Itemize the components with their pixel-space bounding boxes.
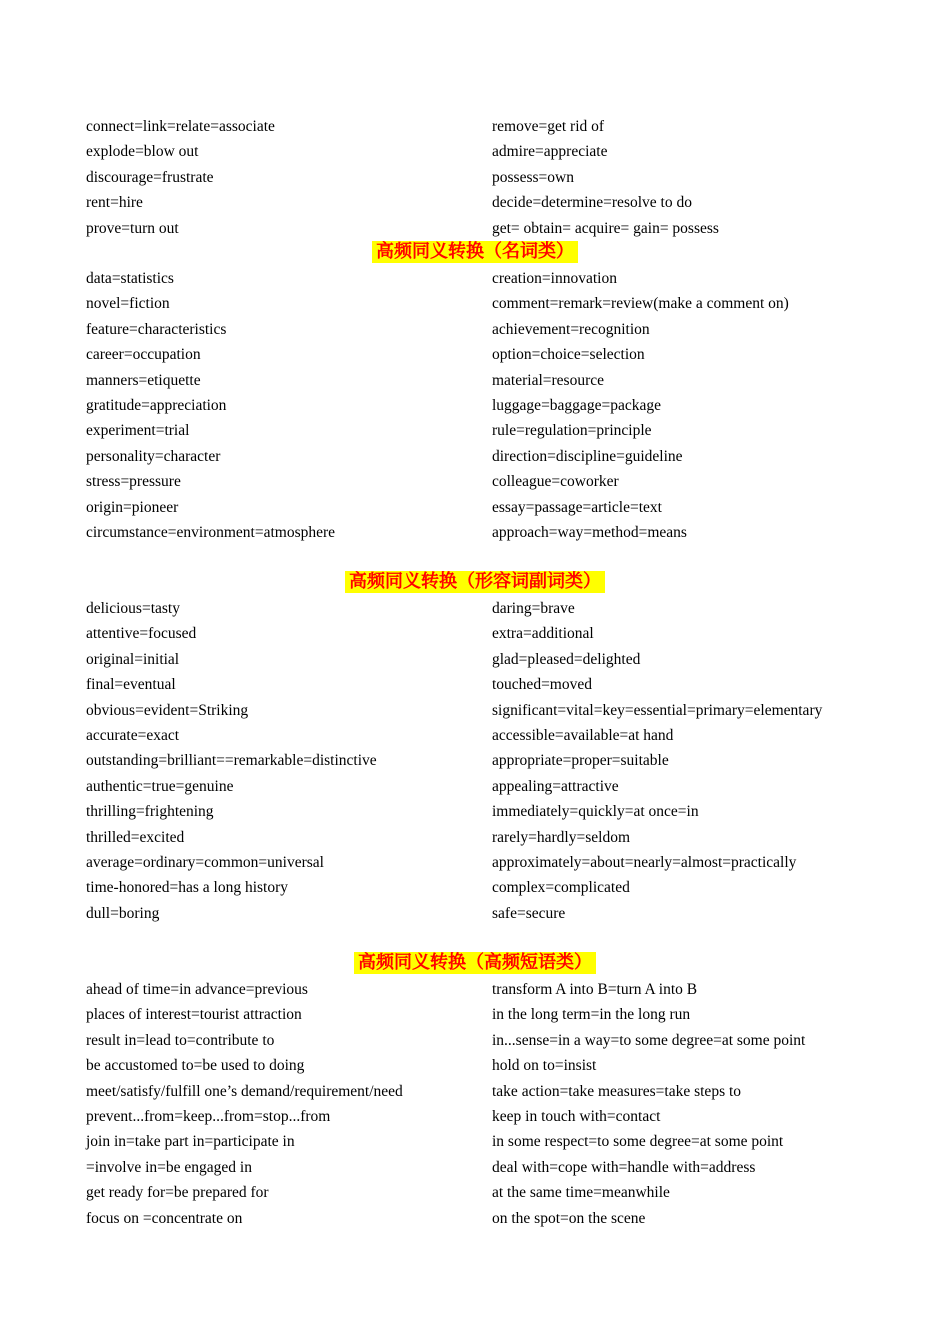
- synonym-right: deal with=cope with=handle with=address: [492, 1158, 756, 1176]
- synonym-left: novel=fiction: [86, 295, 170, 313]
- synonym-left: be accustomed to=be used to doing: [86, 1057, 305, 1075]
- synonym-row: [86, 596, 886, 621]
- synonym-right: appealing=attractive: [492, 777, 619, 795]
- synonym-right: direction=discipline=guideline: [492, 447, 683, 465]
- synonym-right: option=choice=selection: [492, 346, 645, 364]
- heading-adjectives-adverbs: 高频同义转换（形容词副词类）: [345, 571, 605, 593]
- synonym-row: [86, 901, 886, 926]
- synonym-row: [86, 875, 886, 900]
- synonym-left: outstanding=brilliant==remarkable=distinctive: [86, 752, 377, 770]
- synonym-left: average=ordinary=common=universal: [86, 853, 324, 871]
- synonym-row: [86, 291, 886, 316]
- synonym-left: feature=characteristics: [86, 320, 227, 338]
- adjective-synonym-list: [86, 596, 886, 926]
- synonym-row: [86, 165, 886, 190]
- heading-adjectives-wrap: [0, 571, 950, 593]
- synonym-left: ahead of time=in advance=previous: [86, 981, 308, 998]
- synonym-left: attentive=focused: [86, 625, 197, 643]
- synonym-left: join in=take part in=participate in: [86, 1133, 295, 1151]
- synonym-left: places of interest=tourist attraction: [86, 1006, 302, 1024]
- synonym-left: manners=etiquette: [86, 371, 201, 389]
- synonym-row: [86, 368, 886, 393]
- synonym-left: time-honored=has a long history: [86, 879, 289, 897]
- synonym-right: glad=pleased=delighted: [492, 650, 641, 668]
- synonym-row: [86, 495, 886, 520]
- synonym-left: thrilled=excited: [86, 828, 185, 846]
- synonym-right: appropriate=proper=suitable: [492, 752, 669, 770]
- synonym-right: safe=secure: [492, 904, 566, 922]
- synonym-left: obvious=evident=Striking: [86, 701, 249, 719]
- synonym-right: creation=innovation: [492, 270, 617, 287]
- synonym-row: [86, 444, 886, 469]
- synonym-row: [86, 418, 886, 443]
- synonym-row: [86, 1028, 886, 1053]
- synonym-row: [86, 850, 886, 875]
- phrase-synonym-list: [86, 977, 886, 1231]
- synonym-row: [86, 1129, 886, 1154]
- synonym-right: complex=complicated: [492, 879, 630, 897]
- synonym-left: rent=hire: [86, 194, 143, 212]
- synonym-right: achievement=recognition: [492, 320, 650, 338]
- synonym-left: accurate=exact: [86, 726, 180, 744]
- synonym-right: admire=appreciate: [492, 143, 608, 161]
- synonym-row: [86, 317, 886, 342]
- synonym-right: transform A into B=turn A into B: [492, 981, 698, 998]
- synonym-left: stress=pressure: [86, 473, 181, 491]
- synonym-left: thrilling=frightening: [86, 803, 214, 821]
- noun-synonym-list: [86, 266, 886, 545]
- heading-nouns: 高频同义转换（名词类）: [372, 241, 578, 263]
- synonym-left: meet/satisfy/fulfill one’s demand/requirement/need: [86, 1082, 403, 1100]
- synonym-left: circumstance=environment=atmosphere: [86, 523, 336, 541]
- synonym-left: prevent...from=keep...from=stop...from: [86, 1107, 331, 1125]
- synonym-right: comment=remark=review(make a comment on): [492, 295, 789, 313]
- synonym-row: [86, 139, 886, 164]
- synonym-row: [86, 216, 886, 241]
- synonym-right: essay=passage=article=text: [492, 498, 662, 516]
- synonym-row: [86, 672, 886, 697]
- synonym-left: experiment=trial: [86, 422, 190, 440]
- synonym-right: touched=moved: [492, 676, 592, 694]
- synonym-right: accessible=available=at hand: [492, 726, 674, 744]
- synonym-right: keep in touch with=contact: [492, 1107, 661, 1125]
- synonym-left: connect=link=relate=associate: [86, 118, 275, 135]
- synonym-right: immediately=quickly=at once=in: [492, 803, 699, 821]
- synonym-row: [86, 1104, 886, 1129]
- synonym-right: hold on to=insist: [492, 1057, 597, 1075]
- synonym-row: [86, 748, 886, 773]
- synonym-left: delicious=tasty: [86, 600, 180, 617]
- synonym-row: [86, 698, 886, 723]
- synonym-row: [86, 774, 886, 799]
- synonym-left: =involve in=be engaged in: [86, 1158, 252, 1176]
- synonym-right: possess=own: [492, 168, 574, 186]
- synonym-right: rule=regulation=principle: [492, 422, 652, 440]
- synonym-right: approximately=about=nearly=almost=practically: [492, 853, 797, 871]
- synonym-left: data=statistics: [86, 270, 174, 287]
- synonym-right: remove=get rid of: [492, 118, 605, 135]
- synonym-left: final=eventual: [86, 676, 176, 694]
- synonym-right: decide=determine=resolve to do: [492, 194, 692, 212]
- synonym-left: prove=turn out: [86, 219, 179, 237]
- synonym-row: [86, 1206, 886, 1231]
- synonym-right: significant=vital=key=essential=primary=elementary: [492, 701, 823, 719]
- synonym-row: [86, 1180, 886, 1205]
- synonym-right: luggage=baggage=package: [492, 396, 661, 414]
- synonym-left: explode=blow out: [86, 143, 199, 161]
- synonym-right: colleague=coworker: [492, 473, 619, 491]
- synonym-row: [86, 114, 886, 139]
- synonym-row: [86, 977, 886, 1002]
- synonym-right: approach=way=method=means: [492, 523, 687, 541]
- synonym-row: [86, 723, 886, 748]
- verb-synonym-list: [86, 114, 886, 241]
- synonym-left: result in=lead to=contribute to: [86, 1031, 275, 1049]
- synonym-row: [86, 342, 886, 367]
- synonym-row: [86, 799, 886, 824]
- heading-phrases: 高频同义转换（高频短语类）: [354, 952, 596, 974]
- synonym-right: get= obtain= acquire= gain= possess: [492, 219, 719, 237]
- synonym-right: take action=take measures=take steps to: [492, 1082, 742, 1100]
- synonym-left: original=initial: [86, 650, 180, 668]
- synonym-left: personality=character: [86, 447, 221, 465]
- synonym-right: in...sense=in a way=to some degree=at some point: [492, 1031, 806, 1049]
- synonym-row: [86, 1155, 886, 1180]
- synonym-left: origin=pioneer: [86, 498, 179, 516]
- synonym-right: in some respect=to some degree=at some point: [492, 1133, 784, 1151]
- heading-nouns-wrap: [0, 241, 950, 263]
- synonym-right: on the spot=on the scene: [492, 1209, 646, 1227]
- synonym-row: [86, 825, 886, 850]
- synonym-left: authentic=true=genuine: [86, 777, 234, 795]
- synonym-left: dull=boring: [86, 904, 160, 922]
- synonym-row: [86, 266, 886, 291]
- heading-phrases-wrap: [0, 952, 950, 974]
- synonym-right: material=resource: [492, 371, 605, 389]
- synonym-row: [86, 469, 886, 494]
- synonym-row: [86, 1053, 886, 1078]
- synonym-right: at the same time=meanwhile: [492, 1184, 670, 1202]
- synonym-left: career=occupation: [86, 346, 201, 364]
- synonym-left: focus on =concentrate on: [86, 1209, 243, 1227]
- synonym-right: in the long term=in the long run: [492, 1006, 691, 1024]
- synonym-right: daring=brave: [492, 600, 575, 617]
- synonym-left: gratitude=appreciation: [86, 396, 227, 414]
- synonym-left: get ready for=be prepared for: [86, 1184, 269, 1202]
- synonym-row: [86, 621, 886, 646]
- synonym-row: [86, 520, 886, 545]
- synonym-left: discourage=frustrate: [86, 168, 214, 186]
- synonym-right: extra=additional: [492, 625, 594, 643]
- synonym-right: rarely=hardly=seldom: [492, 828, 630, 846]
- synonym-row: [86, 1002, 886, 1027]
- synonym-row: [86, 1079, 886, 1104]
- synonym-row: [86, 393, 886, 418]
- synonym-row: [86, 647, 886, 672]
- synonym-row: [86, 190, 886, 215]
